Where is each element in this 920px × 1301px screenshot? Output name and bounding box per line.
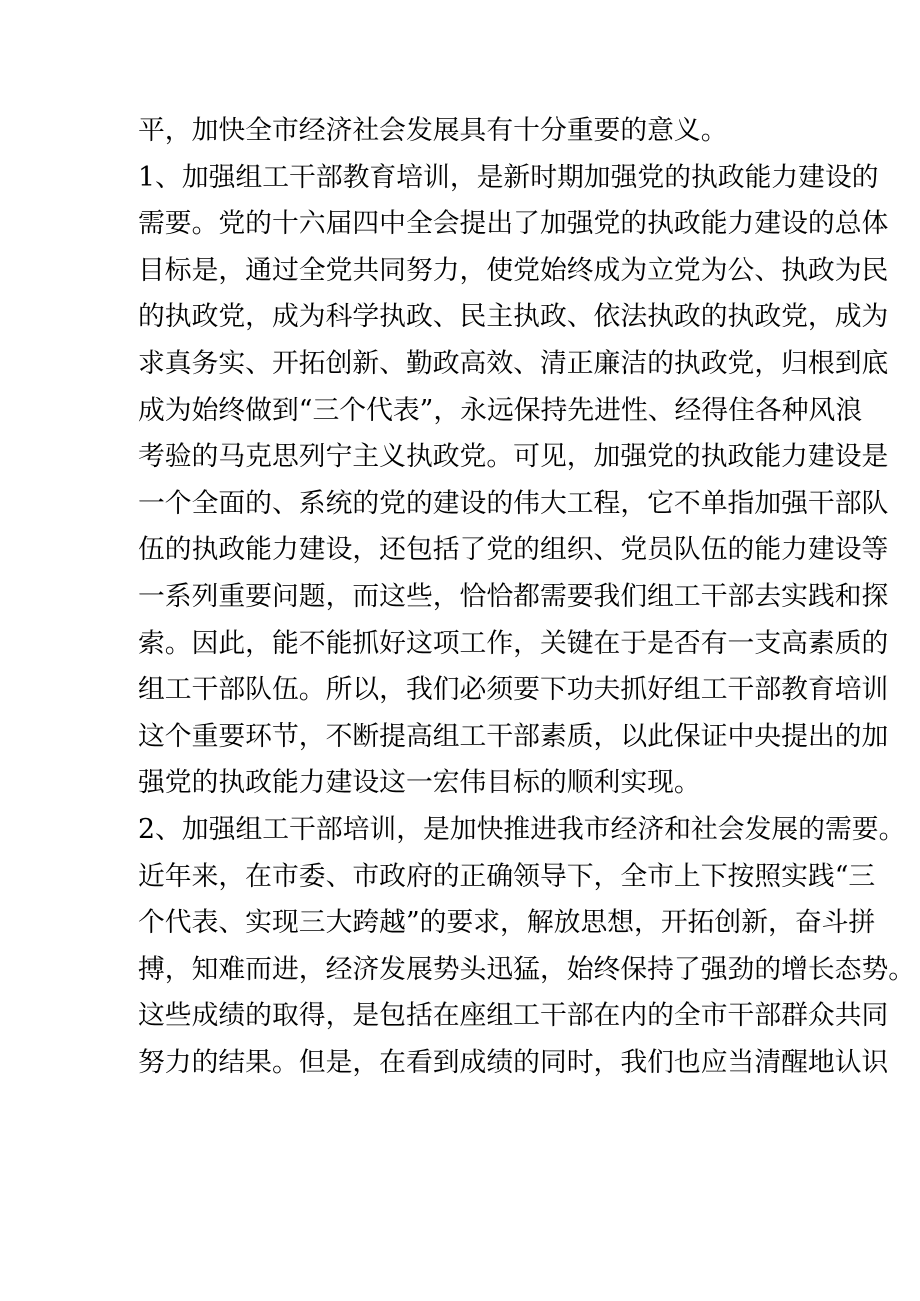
text-line-12: 索。因此，能不能抓好这项工作，关键在于是否有一支高素质的	[138, 627, 889, 659]
text-line-10: 伍的执政能力建设，还包括了党的组织、党员队伍的能力建设等	[138, 534, 889, 566]
text-line-7: 成为始终做到“三个代表”，永远保持先进性、经得住各种风浪	[138, 394, 863, 426]
text-line-6: 求真务实、开拓创新、勤政高效、清正廉洁的执政党，归根到底	[138, 347, 889, 379]
text-line-21: 努力的结果。但是，在看到成绩的同时，我们也应当清醒地认识	[138, 1046, 889, 1078]
text-line-15: 强党的执政能力建设这一宏伟目标的顺利实现。	[138, 767, 701, 799]
text-line-17: 近年来，在市委、市政府的正确领导下，全市上下按照实践“三	[138, 860, 876, 892]
text-line-11: 一系列重要问题，而这些，恰恰都需要我们组工干部去实践和探	[138, 580, 889, 612]
text-line-19: 搏，知难而进，经济发展势头迅猛，始终保持了强劲的增长态势。	[138, 953, 916, 985]
text-line-2: 1、加强组工干部教育培训，是新时期加强党的执政能力建设的	[138, 161, 879, 193]
text-line-16: 2、加强组工干部培训，是加快推进我市经济和社会发展的需要。	[138, 813, 906, 845]
text-line-20: 这些成绩的取得，是包括在座组工干部在内的全市干部群众共同	[138, 1000, 889, 1032]
text-line-13: 组工干部队伍。所以，我们必须要下功夫抓好组工干部教育培训	[138, 674, 889, 706]
document-page	[138, 108, 916, 1086]
text-line-8: 考验的马克思列宁主义执政党。可见，加强党的执政能力建设是	[138, 441, 889, 473]
text-line-14: 这个重要环节，不断提高组工干部素质，以此保证中央提出的加	[138, 720, 889, 752]
text-line-1: 平，加快全市经济社会发展具有十分重要的意义。	[138, 115, 728, 146]
text-line-18: 个代表、实现三大跨越”的要求，解放思想，开拓创新，奋斗拼	[138, 907, 876, 939]
text-line-3: 需要。党的十六届四中全会提出了加强党的执政能力建设的总体	[138, 208, 889, 240]
text-line-4: 目标是，通过全党共同努力，使党始终成为立党为公、执政为民	[138, 254, 889, 286]
text-line-9: 一个全面的、系统的党的建设的伟大工程，它不单指加强干部队	[138, 487, 889, 519]
text-line-5: 的执政党，成为科学执政、民主执政、依法执政的执政党，成为	[138, 301, 889, 333]
